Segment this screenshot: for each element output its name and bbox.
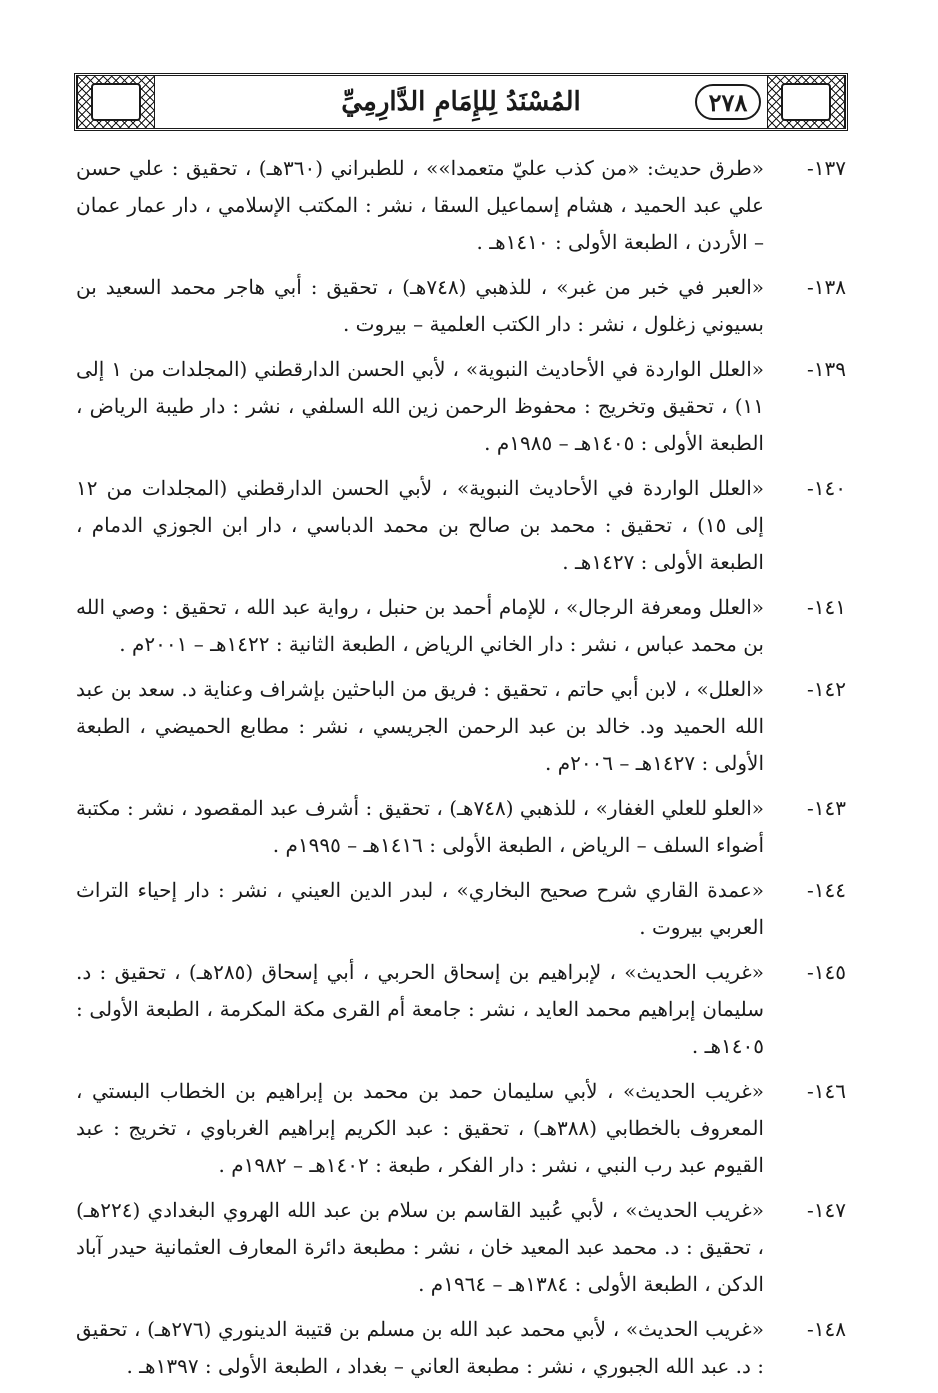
header-center xyxy=(155,76,767,128)
list-item xyxy=(76,671,846,782)
entry-number: ١٤٠- xyxy=(807,476,846,500)
entry-number: ١٣٨- xyxy=(807,275,846,299)
entry-text: «غريب الحديث» ، لأبي محمد عبد الله بن مسلم بن قتيبة الدينوري (٢٧٦هـ) ، تحقيق : د. عبد الله الجبوري ، نشر : مطبعة العاني – بغداد ، الطبعة الأولى : ١٣٩٧هـ . xyxy=(76,1317,765,1378)
list-item xyxy=(76,589,846,663)
entry-text: «غريب الحديث» ، لإبراهيم بن إسحاق الحربي ، أبي إسحاق (٢٨٥هـ) ، تحقيق : د. سليمان إبراهيم محمد العايد ، نشر : جامعة أم القرى مكة المكرمة ، الطبعة الأولى : ١٤٠٥هـ . xyxy=(76,960,764,1058)
entry-number: ١٤٧- xyxy=(807,1198,846,1222)
entry-number: ١٤٦- xyxy=(807,1079,846,1103)
list-item xyxy=(76,150,846,261)
bibliography-list xyxy=(76,150,846,1393)
ornament-left-icon xyxy=(77,76,155,128)
entry-text: «العلل ومعرفة الرجال» ، للإمام أحمد بن حنبل ، رواية عبد الله ، تحقيق : وصي الله بن محمد عباس ، نشر : دار الخاني الرياض ، الطبعة الثانية : ١٤٢٢هـ – ٢٠٠١م . xyxy=(76,595,764,656)
list-item xyxy=(76,790,846,864)
entry-text: «العلو للعلي الغفار» ، للذهبي (٧٤٨هـ) ، تحقيق : أشرف عبد المقصود ، نشر : مكتبة أضواء السلف – الرياض ، الطبعة الأولى : ١٤١٦هـ – ١٩٩٥م . xyxy=(76,796,764,857)
list-item xyxy=(76,954,846,1065)
entry-number: ١٤٣- xyxy=(807,796,846,820)
entry-number: ١٣٩- xyxy=(807,357,846,381)
list-item xyxy=(76,1073,846,1184)
entry-number: ١٤١- xyxy=(807,595,846,619)
ornament-right-icon xyxy=(767,76,845,128)
entry-text: «طرق حديث: «من كذب عليّ متعمدا»» ، للطبراني (٣٦٠هـ) ، تحقيق : علي حسن علي عبد الحميد ، هشام إسماعيل السقا ، نشر : المكتب الإسلامي ، دار عمار عمان – الأردن ، الطبعة الأولى : ١٤١٠هـ . xyxy=(76,156,764,254)
entry-number: ١٤٤- xyxy=(807,878,846,902)
page-header xyxy=(74,73,848,131)
entry-number: ١٤٢- xyxy=(807,677,846,701)
entry-number: ١٤٨- xyxy=(807,1317,846,1341)
list-item xyxy=(76,351,846,462)
entry-number: ١٣٧- xyxy=(807,156,846,180)
entry-number: ١٤٥- xyxy=(807,960,846,984)
list-item xyxy=(76,872,846,946)
book-title: المُسْنَدُ لِلإِمَامِ الدَّارِمِيِّ xyxy=(341,87,581,117)
list-item xyxy=(76,1192,846,1303)
entry-text: «غريب الحديث» ، لأبي سليمان حمد بن محمد بن إبراهيم بن الخطاب البستي ، المعروف بالخطابي (٣٨٨هـ) ، تحقيق : عبد الكريم إبراهيم الغرباوي ، تخريج : عبد القيوم عبد رب النبي ، نشر : دار الفكر ، طبعة : ١٤٠٢هـ – ١٩٨٢م . xyxy=(76,1079,764,1177)
entry-text: «العبر في خبر من غبر» ، للذهبي (٧٤٨هـ) ، تحقيق : أبي هاجر محمد السعيد بن بسيوني زغلول ، نشر : دار الكتب العلمية – بيروت . xyxy=(76,275,764,336)
entry-text: «عمدة القاري شرح صحيح البخاري» ، لبدر الدين العيني ، نشر : دار إحياء التراث العربي بيروت . xyxy=(76,878,764,939)
entry-text: «غريب الحديث» ، لأبي عُبيد القاسم بن سلام بن عبد الله الهروي البغدادي (٢٢٤هـ) ، تحقيق : د. محمد عبد المعيد خان ، نشر : مطبعة دائرة المعارف العثمانية حيدر آباد الدكن ، الطبعة الأولى : ١٣٨٤هـ – ١٩٦٤م . xyxy=(76,1198,764,1296)
entry-text: «العلل» ، لابن أبي حاتم ، تحقيق : فريق من الباحثين بإشراف وعناية د. سعد بن عبد الله الحميد ود. خالد بن عبد الرحمن الجريسي ، نشر : مطابع الحميضي ، الطبعة الأولى : ١٤٢٧هـ – ٢٠٠٦م . xyxy=(76,677,764,775)
entry-text: «العلل الواردة في الأحاديث النبوية» ، لأبي الحسن الدارقطني (المجلدات من ١٢ إلى ١٥) ، تحقيق : محمد بن صالح بن محمد الدباسي ، دار ابن الجوزي الدمام ، الطبعة الأولى : ١٤٢٧هـ . xyxy=(76,476,764,574)
page-number: ٢٧٨ xyxy=(695,84,761,120)
entry-text: «العلل الواردة في الأحاديث النبوية» ، لأبي الحسن الدارقطني (المجلدات من ١ إلى ١١) ، تحقيق وتخريج : محفوظ الرحمن زين الله السلفي ، نشر : دار طيبة الرياض ، الطبعة الأولى : ١٤٠٥هـ – ١٩٨٥م . xyxy=(76,357,764,455)
list-item xyxy=(76,470,846,581)
list-item xyxy=(76,269,846,343)
